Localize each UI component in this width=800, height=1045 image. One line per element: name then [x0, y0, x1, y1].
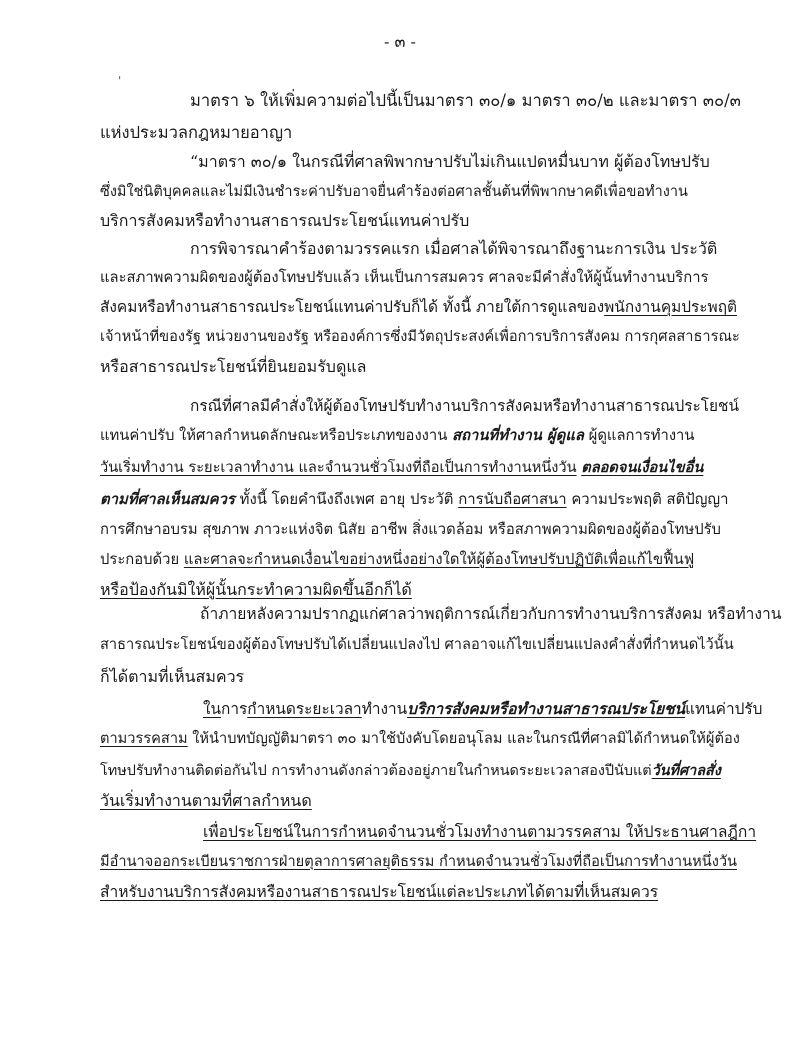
- text-line: [200, 602, 781, 626]
- text-line: [190, 150, 710, 174]
- text-line: [100, 727, 740, 751]
- text-segment: แทนค่าปรับ: [685, 700, 763, 718]
- text-segment: ผู้ดูแลการทำงาน: [583, 427, 695, 444]
- text-segment: แทนค่าปรับ ให้ศาลกำหนดลักษณะหรือประเภทของงาน: [100, 427, 453, 444]
- text-line: [100, 633, 734, 657]
- page-number: - ๓ -: [384, 32, 416, 51]
- text-line: [100, 759, 721, 783]
- text-segment: เจ้าหน้าที่ของรัฐ หน่วยงานของรัฐ หรือองค์การซึ่งมีวัตถุประสงค์เพื่อการบริการสังคม การกุศลสาธารณะ: [100, 328, 740, 345]
- text-segment: พนักงานคุมประพฤติ: [604, 298, 738, 316]
- text-line: [100, 880, 658, 904]
- text-segment: และสภาพความผิดของผู้ต้องโทษปรับแล้ว เห็นเป็นการสมควร ศาลจะมีคำสั่งให้ผู้นั้นทำงานบริการ: [100, 269, 709, 286]
- text-line: [100, 665, 244, 689]
- stray-mark: ': [118, 74, 122, 88]
- text-line: [190, 89, 741, 113]
- text-line: [100, 424, 694, 448]
- text-line: [203, 697, 762, 721]
- text-segment: ประกอบด้วย: [100, 551, 184, 568]
- text-segment: ให้นำบทบัญญัติมาตรา ๓๐ มาใช้บังคับโดยอนุโลม และในกรณีที่ศาลมิได้กำหนดให้ผู้ต้อง: [187, 730, 740, 747]
- text-segment: โทษปรับทำงานติดต่อกันไป การทำงานดังกล่าวต้องอยู่ภายในกำหนดระยะเวลาสองปีนับแต่: [100, 763, 652, 779]
- text-segment: บริการสังคมหรือทำงานสาธารณประโยชน์: [407, 700, 686, 718]
- text-segment: มาตรา ๖ ให้เพิ่มความต่อไปนี้เป็นมาตรา ๓๐/๑ มาตรา ๓๐/๒ และมาตรา ๓๐/๓: [190, 91, 741, 110]
- text-line: [100, 578, 412, 602]
- text-segment: ตลอดจนเงื่อนไขอื่น: [581, 459, 704, 476]
- text-segment: มีอำนาจออกระเบียนราชการฝ่ายตุลาการศาลยุติธรรม กำหนดจำนวนชั่วโมงที่ถือเป็นการทำงานหนึ่งวัน: [100, 853, 737, 870]
- text-line: [100, 456, 703, 480]
- text-segment: สำหรับงานบริการสังคมหรืองานสาธารณประโยชน์แต่ละประเภทได้ตามที่เห็นสมควร: [100, 883, 659, 901]
- text-segment: ตามวรรคสาม: [100, 730, 188, 747]
- text-line: [190, 237, 717, 261]
- text-line: [100, 789, 312, 813]
- text-segment: หรือสาธารณประโยชน์ที่ยินยอมรับดูแล: [100, 357, 367, 376]
- text-segment: ทั้งนี้ โดยคำนึงถึงเพศ อายุ ประวัติ: [234, 490, 459, 508]
- text-segment: กำหนดระยะเวลา: [247, 700, 362, 718]
- text-segment: และศาลจะกำหนดเงื่อนไขอย่างหนึ่งอย่างใดให้ผู้ต้องโทษปรับปฏิบัติเพื่อแก้ไขฟื้นฟู: [183, 551, 695, 568]
- text-segment: วันเริ่มทำงานตามที่ศาลกำหนด: [100, 791, 312, 810]
- text-segment: แห่งประมวลกฎหมายอาญา: [100, 123, 293, 142]
- text-segment: การ: [221, 700, 248, 718]
- text-segment: ใน: [203, 700, 222, 718]
- text-segment: การนับถือศาสนา: [458, 490, 567, 508]
- text-line: [100, 180, 688, 204]
- text-segment: การพิจารณาคำร้องตามวรรคแรก เมื่อศาลได้พิจารณาถึงฐานะการเงิน ประวัติ: [190, 239, 718, 258]
- text-segment: สถานที่ทำงาน ผู้ดูแล: [452, 427, 584, 444]
- text-segment: กรณีที่ศาลมีคำสั่งให้ผู้ต้องโทษปรับทำงานบริการสังคมหรือทำงานสาธารณประโยชน์: [190, 397, 740, 415]
- text-segment: วันเริ่มทำงาน ระยะเวลาทำงาน และจำนวนชั่วโมงที่ถือเป็นการทำงานหนึ่งวัน: [100, 459, 577, 476]
- text-segment: ก็ได้ตามที่เห็นสมควร: [100, 667, 245, 686]
- text-segment: “มาตรา ๓๐/๑ ในกรณีที่ศาลพิพากษาปรับไม่เกินแปดหมื่นบาท ผู้ต้องโทษปรับ: [190, 152, 710, 171]
- text-segment: เพื่อประโยชน์ในการกำหนดจำนวนชั่วโมงทำงานตามวรรคสาม ให้ประธานศาลฎีกา: [203, 823, 757, 841]
- text-segment: หรือป้องกันมิให้ผู้นั้นกระทำความผิดขึ้นอีกก็ได้: [100, 580, 412, 599]
- text-line: [100, 121, 292, 145]
- text-segment: ซึ่งมิใช่นิติบุคคลและไม่มีเงินชำระค่าปรับอาจยื่นคำร้องต่อศาลชั้นต้นที่พิพากษาคดีเพื่อขอทำงาน: [100, 184, 688, 200]
- text-segment: ตามที่ศาลเห็นสมควร: [100, 490, 235, 508]
- text-segment: สาธารณประโยชน์ของผู้ต้องโทษปรับได้เปลี่ยนแปลงไป ศาลอาจแก้ไขเปลี่ยนแปลงคำสั่งที่กำหนดไว้นั้น: [100, 636, 734, 653]
- text-segment: ความประพฤติ สติปัญญา: [566, 490, 729, 508]
- text-line: [100, 355, 366, 379]
- text-line: [100, 518, 721, 542]
- text-segment: วันที่ศาลสั่ง: [651, 762, 721, 779]
- text-line: [100, 325, 740, 349]
- text-line: [203, 820, 756, 844]
- text-line: [100, 266, 708, 290]
- text-segment: การศึกษาอบรม สุขภาพ ภาวะแห่งจิต นิสัย อาชีพ สิ่งแวดล้อม หรือสภาพความผิดของผู้ต้องโทษปรับ: [100, 521, 721, 538]
- text-segment: สังคมหรือทำงานสาธารณประโยชน์แทนค่าปรับก็ได้ ทั้งนี้ ภายใต้การดูแลของ: [100, 298, 605, 316]
- text-line: [100, 850, 737, 874]
- text-line: [100, 548, 694, 572]
- text-line: [190, 394, 739, 418]
- text-segment: บริการสังคมหรือทำงานสาธารณประโยชน์แทนค่าปรับ: [100, 211, 470, 230]
- text-line: [100, 487, 728, 511]
- text-segment: ทำงาน: [361, 700, 408, 718]
- text-line: [100, 209, 469, 233]
- text-segment: ถ้าภายหลังความปรากฏแก่ศาลว่าพฤติการณ์เกี่ยวกับการทำงานบริการสังคม หรือทำงาน: [200, 605, 782, 623]
- text-line: [100, 295, 737, 319]
